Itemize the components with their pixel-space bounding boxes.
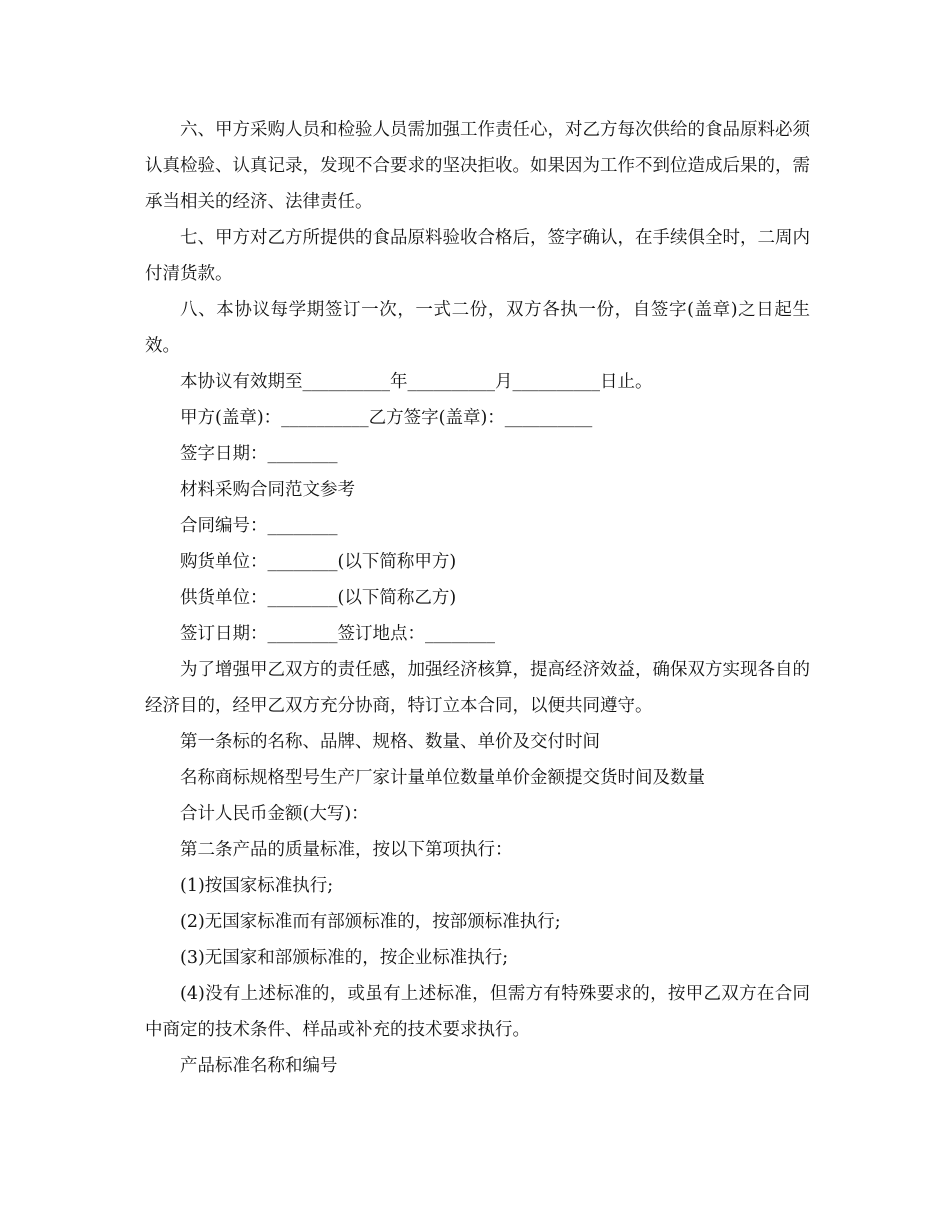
- paragraph-item-4: (4)没有上述标准的，或虽有上述标准，但需方有特殊要求的，按甲乙双方在合同中商定的技术条件、样品或补充的技术要求执行。: [145, 984, 810, 1040]
- paragraph-item-3: (3)无国家和部颁标准的，按企业标准执行;: [180, 948, 509, 968]
- paragraph-clause-7: 七、甲方对乙方所提供的食品原料验收合格后，签字确认，在手续俱全时，二周内付清货款。: [145, 228, 810, 284]
- paragraph-clause-6: 六、甲方采购人员和检验人员需加强工作责任心，对乙方每次供给的食品原料必须认真检验、认真记录，发现不合要求的坚决拒收。如果因为工作不到位造成后果的，需承当相关的经济、法律责任。: [145, 120, 810, 212]
- paragraph-total-amount: 合计人民币金额(大写)：: [180, 804, 369, 824]
- paragraph-sign-date: 签字日期：________: [180, 444, 338, 464]
- paragraph-buyer: 购货单位：________(以下简称甲方): [180, 552, 457, 572]
- paragraph-item-2: (2)无国家标准而有部颁标准的，按部颁标准执行;: [180, 912, 561, 932]
- paragraph-table-headers: 名称商标规格型号生产厂家计量单位数量单价金额提交货时间及数量: [180, 768, 705, 788]
- paragraph-article-1: 第一条标的名称、品牌、规格、数量、单价及交付时间: [180, 732, 600, 752]
- section-title: 材料采购合同范文参考: [180, 480, 355, 500]
- paragraph-clause-8: 八、本协议每学期签订一次，一式二份，双方各执一份，自签字(盖章)之日起生效。: [145, 300, 810, 356]
- paragraph-contract-number: 合同编号：________: [180, 516, 338, 536]
- paragraph-signing-info: 签订日期：________签订地点：________: [180, 624, 495, 644]
- paragraph-item-1: (1)按国家标准执行;: [180, 876, 334, 896]
- paragraph-standard-name: 产品标准名称和编号: [180, 1056, 338, 1076]
- paragraph-preamble: 为了增强甲乙双方的责任感，加强经济核算，提高经济效益，确保双方实现各自的经济目的，经甲乙双方充分协商，特订立本合同，以便共同遵守。: [145, 660, 810, 716]
- paragraph-article-2: 第二条产品的质量标准，按以下第项执行：: [180, 840, 513, 860]
- paragraph-signatures: 甲方(盖章)：__________乙方签字(盖章)：__________: [180, 408, 593, 428]
- paragraph-validity: 本协议有效期至__________年__________月__________日止。: [180, 372, 653, 392]
- paragraph-supplier: 供货单位：________(以下简称乙方): [180, 588, 457, 608]
- document-body: [145, 112, 810, 1084]
